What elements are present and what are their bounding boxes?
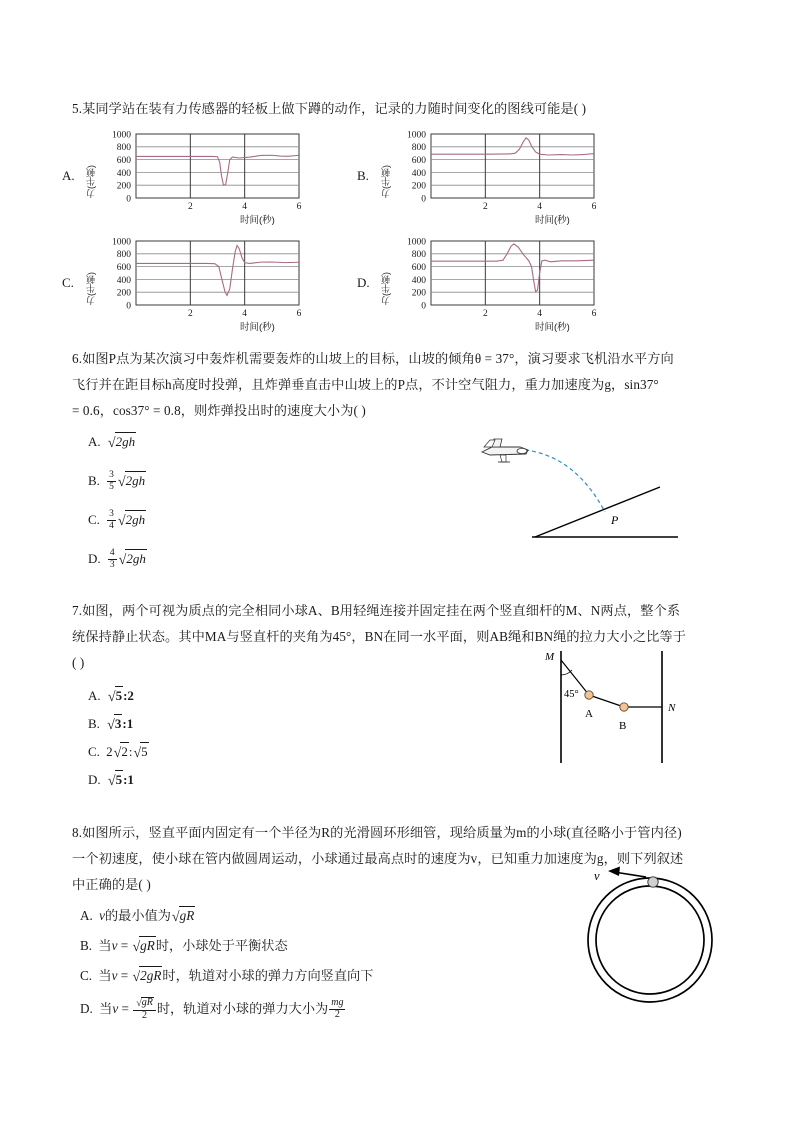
- chart-b-ylabel: 力(牛顿): [381, 165, 391, 198]
- y-tick-label: 800: [116, 143, 131, 154]
- option-b-value: √3:1: [107, 716, 134, 733]
- chart-c-plot: [62, 233, 312, 333]
- y-tick-label: 1000: [112, 237, 131, 248]
- option-a-label: A.: [88, 688, 101, 703]
- question-8-option-b[interactable]: [80, 936, 288, 957]
- x-tick-label: 2: [482, 202, 488, 212]
- option-d-label: D.: [80, 1001, 93, 1017]
- option-d-fraction: $\frac{4}{3}$: [109, 548, 115, 570]
- question-7-line-3: ( ): [72, 655, 85, 670]
- y-tick-label: 200: [116, 288, 131, 299]
- chart-a-plot: [62, 126, 312, 226]
- y-tick-label: 800: [411, 143, 426, 154]
- option-c-value: 2√2:√5: [106, 744, 148, 761]
- y-tick-label: 800: [116, 250, 131, 261]
- y-tick-label: 400: [411, 168, 426, 179]
- option-a-expr: √2gh: [107, 434, 136, 451]
- question-6-option-a[interactable]: [88, 432, 136, 453]
- question-7-option-d[interactable]: [88, 770, 134, 791]
- option-b-text: 当v = √gR时，小球处于平衡状态: [98, 938, 288, 955]
- option-c-radical: √2gh: [117, 512, 146, 529]
- question-6-option-b[interactable]: [88, 471, 146, 493]
- y-tick-label: 600: [411, 156, 426, 166]
- point-p-label: P: [611, 513, 619, 527]
- y-tick-label: 1000: [407, 130, 426, 141]
- question-7-line-2: 统保持静止状态。其中MA与竖直杆的夹角为45°，BN在同一水平面，则AB绳和BN绳的拉力大小之比等于: [72, 629, 686, 644]
- option-b-label: B.: [88, 473, 100, 488]
- option-a-label: A.: [88, 434, 101, 449]
- option-c-label: C.: [88, 744, 100, 759]
- question-7-option-a[interactable]: [88, 686, 134, 707]
- y-tick-label: 800: [411, 250, 426, 261]
- chart-b-container: [357, 126, 607, 226]
- x-tick-label: 4: [242, 202, 248, 212]
- chart-a-ylabel: 力(牛顿): [86, 165, 96, 198]
- y-tick-label: 600: [116, 263, 131, 273]
- y-tick-label: 400: [411, 275, 426, 286]
- question-6-option-c[interactable]: [88, 510, 146, 532]
- question-7-line-1: 7.如图，两个可视为质点的完全相同小球A、B用轻绳连接并固定挂在两个竖直细杆的M、N两点，整个系: [72, 603, 681, 618]
- x-tick-label: 2: [187, 202, 193, 212]
- y-tick-label: 400: [116, 275, 131, 286]
- chart-c-xlabel: 时间(秒): [240, 322, 275, 333]
- option-d-radical: √2gh: [118, 551, 146, 568]
- chart-c-container: [62, 233, 312, 333]
- question-8-option-c[interactable]: [80, 966, 373, 987]
- chart-d-container: [357, 233, 607, 333]
- option-b-label: B.: [80, 938, 93, 953]
- chart-d-ylabel: 力(牛顿): [381, 272, 391, 305]
- option-d-label: D.: [88, 551, 101, 566]
- x-tick-label: 6: [591, 309, 597, 319]
- x-tick-label: 4: [537, 309, 543, 319]
- chart-b-plot: [357, 126, 607, 226]
- question-6-line-1: 6.如图P点为某次演习中轰炸机需要轰炸的山坡上的目标，山坡的倾角θ = 37°，演习要求飞机沿水平方向: [72, 351, 674, 366]
- circular-tube-diagram: [562, 862, 742, 1032]
- x-tick-label: 6: [591, 202, 597, 212]
- chart-c-ylabel: 力(牛顿): [86, 272, 96, 305]
- label-v: v: [594, 869, 600, 883]
- option-d-label: D.: [88, 772, 101, 787]
- label-b: B: [619, 720, 627, 732]
- chart-c-letter: C.: [62, 275, 74, 290]
- question-7-option-b[interactable]: [88, 714, 133, 735]
- question-8-line-2: 一个初速度，使小球在管内做圆周运动，小球通过最高点时的速度为v，已知重力加速度为g，则下列叙述: [72, 851, 684, 866]
- two-rods-balls-diagram: [500, 645, 700, 775]
- y-tick-label: 200: [411, 288, 426, 299]
- label-a: A: [585, 708, 593, 720]
- chart-a-xlabel: 时间(秒): [240, 215, 275, 226]
- option-a-label: A.: [80, 908, 93, 923]
- option-b-label: B.: [88, 716, 100, 731]
- y-tick-label: 1000: [112, 130, 131, 141]
- chart-b-xlabel: 时间(秒): [535, 215, 570, 226]
- option-a-text: v的最小值为√gR: [99, 908, 195, 925]
- y-tick-label: 600: [116, 156, 131, 166]
- chart-d-xlabel: 时间(秒): [535, 322, 570, 333]
- y-tick-label: 0: [421, 301, 426, 312]
- question-7-option-c[interactable]: [88, 742, 149, 763]
- y-tick-label: 0: [421, 194, 426, 205]
- question-8-line-1: 8.如图所示，竖直平面内固定有一个半径为R的光滑圆环形细管，现给质量为m的小球(直径略小于管内径): [72, 825, 682, 840]
- y-tick-label: 200: [411, 181, 426, 192]
- chart-a-container: [62, 126, 312, 226]
- airplane-icon: [482, 439, 528, 462]
- question-8-option-d[interactable]: [80, 998, 346, 1022]
- chart-a-letter: A.: [62, 168, 75, 183]
- y-tick-label: 1000: [407, 237, 426, 248]
- label-m: M: [545, 651, 555, 663]
- x-tick-label: 6: [296, 309, 302, 319]
- chart-b-letter: B.: [357, 168, 369, 183]
- option-a-value: √5:2: [107, 688, 134, 705]
- chart-d-letter: D.: [357, 275, 370, 290]
- question-6-option-d[interactable]: [88, 549, 147, 571]
- y-tick-label: 0: [126, 194, 131, 205]
- chart-d-plot: [357, 233, 607, 333]
- bomber-slope-diagram: [450, 424, 700, 554]
- label-n: N: [668, 702, 676, 714]
- option-d-value: √5:1: [107, 772, 134, 789]
- x-tick-label: 6: [296, 202, 302, 212]
- question-8-option-a[interactable]: [80, 906, 195, 927]
- question-6-line-2: 飞行并在距目标h高度时投弹，且炸弹垂直击中山坡上的P点，不计空气阻力，重力加速度为g，sin37°: [72, 377, 659, 392]
- question-8-line-3: 中正确的是( ): [72, 877, 151, 892]
- label-angle-45: 45°: [564, 689, 579, 700]
- x-tick-label: 2: [482, 309, 488, 319]
- option-b-radical: √2gh: [117, 473, 146, 490]
- x-tick-label: 4: [537, 202, 543, 212]
- option-b-fraction: $\frac{3}{5}$: [109, 470, 114, 492]
- x-tick-label: 4: [242, 309, 248, 319]
- option-c-text: 当v = √2gR时，轨道对小球的弹力方向竖直向下: [98, 968, 374, 985]
- option-d-text: 当v = $\frac{√gR}{2}$ 时，轨道对小球的弹力大小为 $\frac{mg}{2}$: [99, 997, 344, 1021]
- y-tick-label: 200: [116, 181, 131, 192]
- question-5-text: 5.某同学站在装有力传感器的轻板上做下蹲的动作，记录的力随时间变化的图线可能是( ): [72, 101, 587, 116]
- option-c-label: C.: [88, 512, 100, 527]
- y-tick-label: 400: [116, 168, 131, 179]
- question-6-line-3: = 0.6，cos37° = 0.8，则炸弹投出时的速度大小为( ): [72, 403, 366, 418]
- y-tick-label: 0: [126, 301, 131, 312]
- x-tick-label: 2: [187, 309, 193, 319]
- y-tick-label: 600: [411, 263, 426, 273]
- option-c-fraction: $\frac{3}{4}$: [109, 509, 114, 531]
- option-c-label: C.: [80, 968, 93, 983]
